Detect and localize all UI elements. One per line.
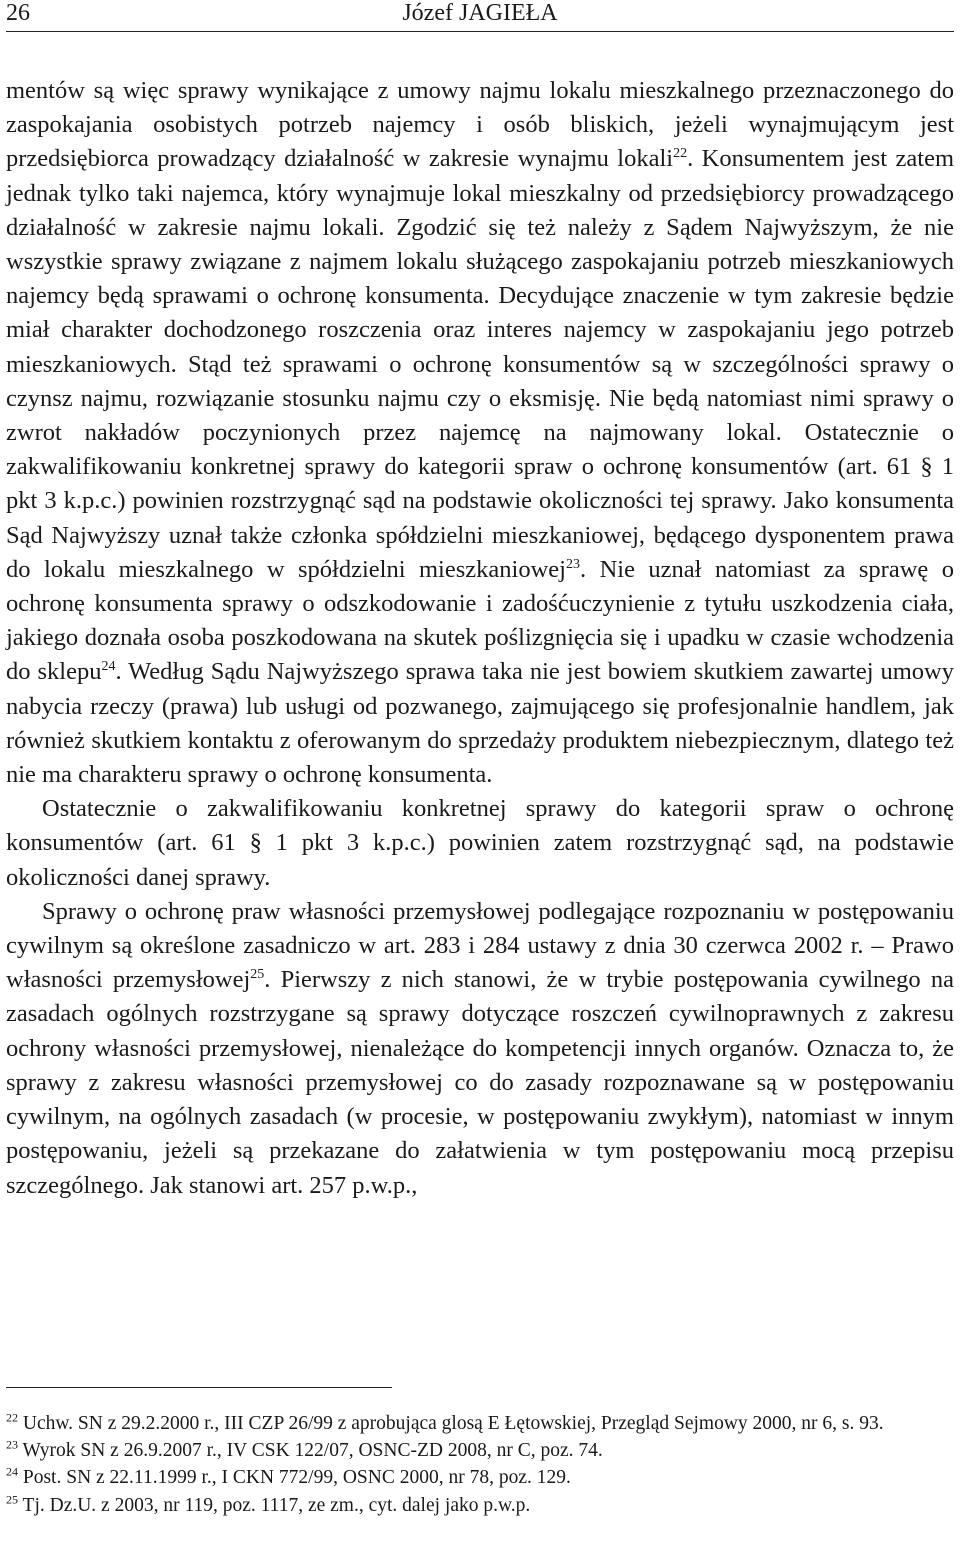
footnotes xyxy=(6,1410,954,1519)
footnote-number: 25 xyxy=(6,1492,18,1507)
footnote-text: Post. SN z 22.11.1999 r., I CKN 772/99, OSNC 2000, nr 78, poz. 129. xyxy=(22,1467,571,1489)
footnote-ref-22[interactable]: 22 xyxy=(673,146,688,162)
footnote-text: Wyrok SN z 26.9.2007 r., IV CSK 122/07, OSNC-ZD 2008, nr C, poz. 74. xyxy=(22,1440,603,1462)
footnote-22 xyxy=(6,1410,954,1437)
page-header xyxy=(6,0,954,32)
footnote-number: 23 xyxy=(6,1437,18,1452)
footnote-23 xyxy=(6,1437,954,1464)
footnote-ref-25[interactable]: 25 xyxy=(250,967,265,983)
page-number: 26 xyxy=(6,0,30,26)
paragraph-3-text-b: . Pierwszy z nich stanowi, że w trybie postępowania cywilnego na zasadach ogólnych rozstrzygane są sprawy dotyczące roszczeń cywilnoprawnych z zakresu ochrony własności przemysłowej, nienależące do kompetencji innych organów. Oznacza to, że sprawy z zakresu własności przemysłowej co do zasady rozpoznawane są w postępowaniu cywilnym, na ogólnych zasadach (w procesie, w postępowaniu zwykłym), natomiast w innym postępowaniu, jeżeli są przekazane do załatwienia w tym postępowaniu mocą przepisu szczególnego. Jak stanowi art. 257 p.w.p., xyxy=(6,966,954,1199)
footnote-separator xyxy=(6,1387,392,1388)
paragraph-2: Ostatecznie o zakwalifikowaniu konkretnej sprawy do kategorii spraw o ochronę konsumentów (art. 61 § 1 pkt 3 k.p.c.) powinien zatem rozstrzygnąć sąd, na podstawie okoliczności danej sprawy. xyxy=(6,795,954,891)
footnote-text: Tj. Dz.U. z 2003, nr 119, poz. 1117, ze zm., cyt. dalej jako p.w.p. xyxy=(22,1494,531,1516)
footnote-ref-23[interactable]: 23 xyxy=(565,556,580,572)
footnote-number: 22 xyxy=(6,1410,18,1425)
footnote-24 xyxy=(6,1464,954,1491)
paragraph-1-text-a: mentów są więc sprawy wynikające z umowy najmu lokalu mieszkalnego przeznaczonego do zaspokajania osobistych potrzeb najemcy i osób bliskich, jeżeli wynajmującym jest przedsiębiorca prowadzący działalność w zakresie wynajmu lokali xyxy=(6,77,954,173)
paragraph-3 xyxy=(6,895,954,1203)
paragraph-1-text-d: . Według Sądu Najwyższego sprawa taka nie jest bowiem skutkiem zawartej umowy nabycia rzeczy (prawa) lub usługi od pozwanego, zajmującego się profesjonalnie handlem, jak również skutkiem kontaktu z oferowanym do sprzedaży produktem niebezpiecznym, dlatego też nie ma charakteru sprawy o ochronę konsumenta. xyxy=(6,658,955,789)
footnote-ref-24[interactable]: 24 xyxy=(101,659,116,675)
paragraph-1-text-c: . Nie uznał natomiast za sprawę o ochronę konsumenta sprawy o odszkodowanie i zadośćuczynienie z tytułu uszkodzenia ciała, jakiego doznała osoba poszkodowana na skutek poślizgnięcia się i upadku w czasie wchodzenia do sklepu xyxy=(6,555,954,686)
footnote-text: Uchw. SN z 29.2.2000 r., III CZP 26/99 z aprobująca glosą E Łętowskiej, Przegląd Sejmowy 2000, nr 6, s. 93. xyxy=(22,1413,884,1434)
paragraph-3-text-a: Sprawy o ochronę praw własności przemysłowej podlegające rozpoznaniu w postępowaniu cywilnym są określone zasadniczo w art. 283 i 284 ustawy z dnia 30 czerwca 2002 r. – Prawo własności przemysłowej xyxy=(6,897,954,994)
footnote-number: 24 xyxy=(6,1464,18,1479)
footnote-25 xyxy=(6,1492,954,1519)
paragraph-1 xyxy=(6,74,954,792)
running-head-author: Józef JAGIEŁA xyxy=(402,0,558,26)
paragraph-1-text-b: . Konsumentem jest zatem jednak tylko taki najemca, który wynajmuje lokal mieszkalny od przedsiębiorcy prowadzącego działalność w zakresie najmu lokali. Zgodzić się też należy z Sądem Najwyższym, że nie wszystkie sprawy związane z najmem lokalu służącego zaspokajaniu potrzeb mieszkaniowych najemcy będą sprawami o ochronę konsumenta. Decydujące znaczenie w tym zakresie będzie miał charakter dochodzonego roszczenia oraz interes najemcy w zaspokajaniu jego potrzeb mieszkaniowych. Stąd też sprawami o ochronę konsumentów są w szczególności sprawy o czynsz najmu, rozwiązanie stosunku najmu czy o eksmisję. Nie będą natomiast nimi sprawy o zwrot nakładów poczynionych przez najemcę na najmowany lokal. Ostatecznie o zakwalifikowaniu konkretnej sprawy do kategorii spraw o ochronę konsumentów (art. 61 § 1 pkt 3 k.p.c.) powinien rozstrzygnąć sąd na podstawie okoliczności tej sprawy. Jako konsumenta Sąd Najwyższy uznał także członka spółdzielni mieszkaniowej, będącego dysponentem prawa do lokalu mieszkalnego w spółdzielni mieszkaniowej xyxy=(6,145,954,583)
main-text xyxy=(6,74,954,1203)
